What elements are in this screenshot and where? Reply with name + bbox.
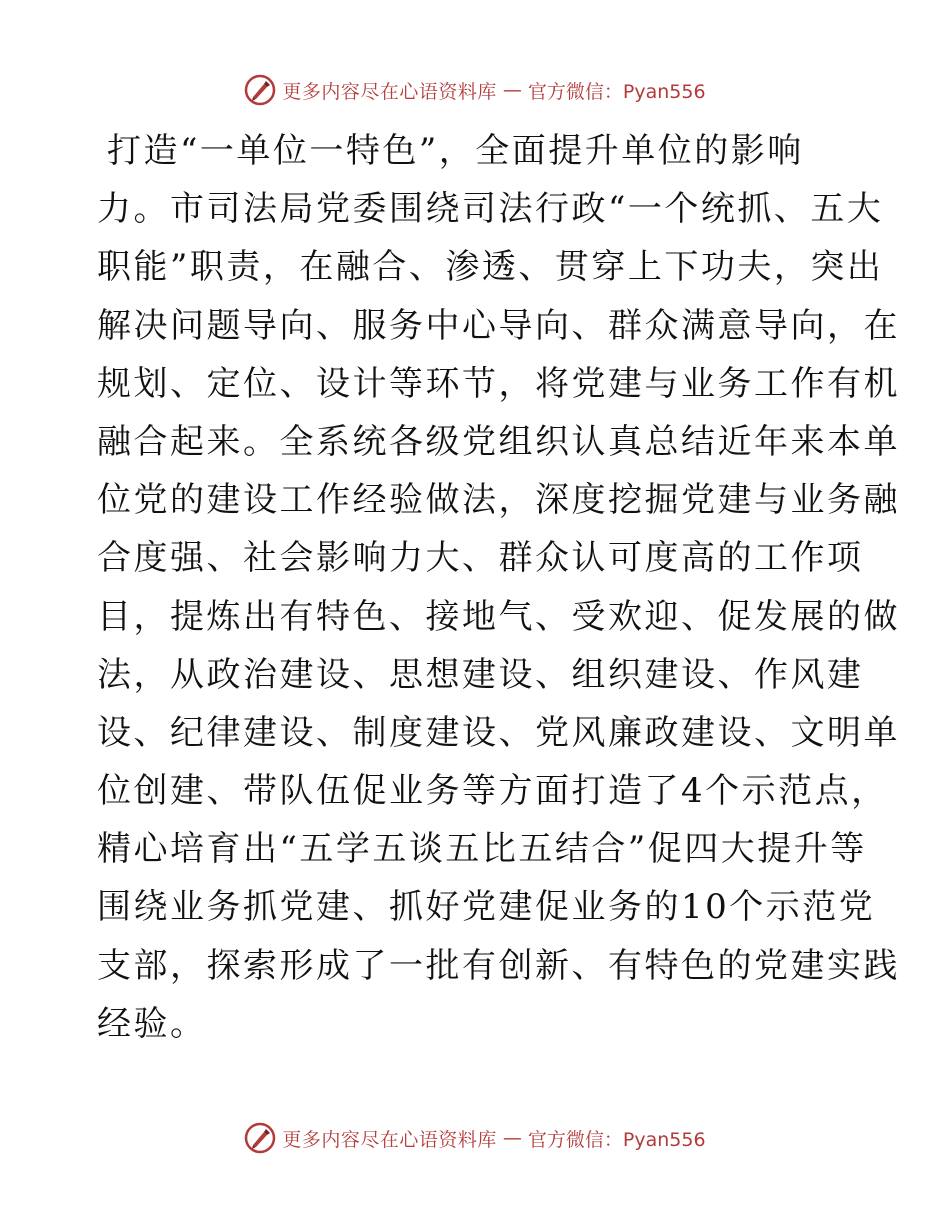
document-body [97,122,900,1053]
watermark-separator: — [502,1127,522,1149]
body-line: 位党的建设工作经验做法，深度挖掘党建与业务融 [97,480,900,521]
watermark-site-text: 更多内容尽在心语资料库 [282,1128,497,1151]
body-line: 位创建、带队伍促业务等方面打造了4个示范点， [97,771,888,812]
body-line: 目，提炼出有特色、接地气、受欢迎、促发展的做 [97,596,900,637]
watermark-contact-text: 官方微信：Pyan556 [527,1128,706,1151]
body-line: 支部，探索形成了一批有创新、有特色的党建实践 [97,945,900,986]
body-line: 规划、定位、设计等环节，将党建与业务工作有机 [97,363,900,404]
watermark-site-text: 更多内容尽在心语资料库 [282,80,497,103]
body-line: 解决问题导向、服务中心导向、群众满意导向，在 [97,305,900,346]
body-line: 精心培育出“五学五谈五比五结合”促四大提升等 [97,829,867,870]
watermark-contact-text: 官方微信：Pyan556 [527,80,706,103]
body-line: 打造“一单位一特色”，全面提升单位的影响 [107,131,804,171]
body-line: 经验。 [97,1003,207,1044]
body-line: 围绕业务抓党建、抓好党建促业务的10个示范党 [97,887,876,928]
pen-logo-icon [244,74,276,106]
pen-logo-icon [244,1122,276,1154]
body-line: 职能”职责，在融合、渗透、贯穿上下功夫，突出 [97,247,884,288]
body-line: 法，从政治建设、思想建设、组织建设、作风建 [97,654,864,695]
body-line: 合度强、社会影响力大、群众认可度高的工作项 [97,538,864,579]
watermark-separator: — [502,79,522,101]
body-line: 力。市司法局党委围绕司法行政“一个统抓、五大 [97,189,884,230]
body-line: 设、纪律建设、制度建设、党风廉政建设、文明单 [97,712,900,753]
footer-watermark [0,1118,950,1158]
body-line: 融合起来。全系统各级党组织认真总结近年来本单 [97,421,900,462]
header-watermark [0,70,950,110]
